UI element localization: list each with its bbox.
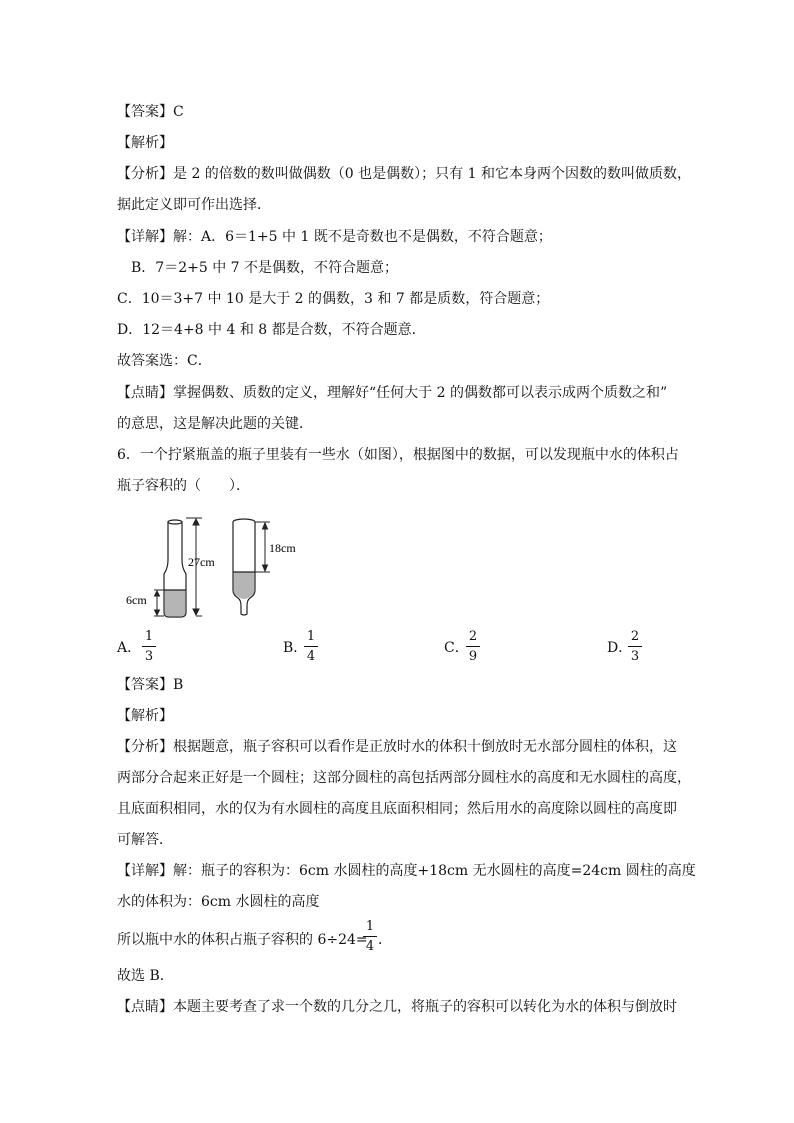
question-text: 瓶子容积的（ ）．	[117, 478, 250, 494]
detail-text: 所以瓶中水的体积占瓶子容积的 6÷24=	[117, 932, 368, 948]
conclusion-text: 故答案选：C．	[117, 353, 212, 369]
answer-line: 【答案】B	[117, 677, 184, 693]
detail-text: 【详解】解：瓶子的容积为：6cm 水圆柱的高度+18cm 无水圆柱的高度=24cm 圆柱的高度	[117, 863, 696, 879]
analysis-text: 且底面积相同，水的仅为有水圆柱的高度且底面积相同；然后用水的高度除以圆柱的高度即	[117, 801, 677, 817]
detail-text: C．10＝3+7 中 10 是大于 2 的偶数，3 和 7 都是质数，符合题意；	[117, 291, 550, 307]
option-letter: B．	[283, 640, 308, 656]
answer-fraction: 1 4	[363, 920, 377, 954]
upright-bottle	[164, 520, 186, 617]
analysis-text: 【分析】是 2 的倍数的数叫做偶数（0 也是偶数）；只有 1 和它本身两个因数的数叫做质数，	[117, 166, 691, 182]
option-letter: A．	[117, 640, 142, 656]
detail-text: D．12＝4+8 中 4 和 8 都是合数，不符合题意．	[117, 322, 426, 338]
analysis-heading: 【解析】	[117, 135, 173, 151]
analysis-text: 据此定义即可作出选择．	[117, 197, 271, 213]
comment-text: 的意思，这是解决此题的关键．	[117, 416, 313, 432]
comment-text: 【点睛】掌握偶数、质数的定义，理解好“任何大于 2 的偶数都可以表示成两个质数之和”	[117, 385, 668, 401]
detail-text: B．7＝2+5 中 7 不是偶数，不符合题意；	[131, 260, 398, 276]
question-text: 6．一个拧紧瓶盖的瓶子里装有一些水（如图），根据图中的数据，可以发现瓶中水的体积占	[117, 447, 679, 463]
bottle-figure	[120, 510, 320, 622]
option-letter: D．	[607, 640, 633, 656]
label-27cm: 27cm	[188, 555, 215, 569]
analysis-text: 【分析】根据题意，瓶子容积可以看作是正放时水的体积十倒放时无水部分圆柱的体积，这	[117, 739, 677, 755]
option-fraction: 2 3	[628, 630, 642, 664]
detail-text: ．	[378, 932, 392, 948]
option-letter: C．	[444, 640, 469, 656]
detail-text: 水的体积为：6cm 水圆柱的高度	[117, 894, 320, 910]
inverted-bottle	[233, 519, 255, 615]
conclusion-text: 故选 B．	[117, 968, 174, 984]
answer-line: 【答案】C	[117, 104, 184, 120]
option-fraction: 2 9	[466, 630, 480, 664]
label-18cm: 18cm	[269, 541, 296, 555]
comment-text: 【点睛】本题主要考查了求一个数的几分之几，将瓶子的容积可以转化为水的体积与倒放时	[117, 999, 677, 1015]
option-fraction: 1 4	[304, 630, 318, 664]
label-6cm: 6cm	[126, 593, 147, 607]
option-fraction: 1 3	[142, 630, 156, 664]
analysis-text: 两部分合起来正好是一个圆柱；这部分圆柱的高包括两部分圆柱水的高度和无水圆柱的高度，	[117, 770, 691, 786]
detail-text: 【详解】解：A．6＝1+5 中 1 既不是奇数也不是偶数，不符合题意；	[117, 229, 552, 245]
analysis-heading: 【解析】	[117, 708, 173, 724]
analysis-text: 可解答．	[117, 832, 173, 848]
